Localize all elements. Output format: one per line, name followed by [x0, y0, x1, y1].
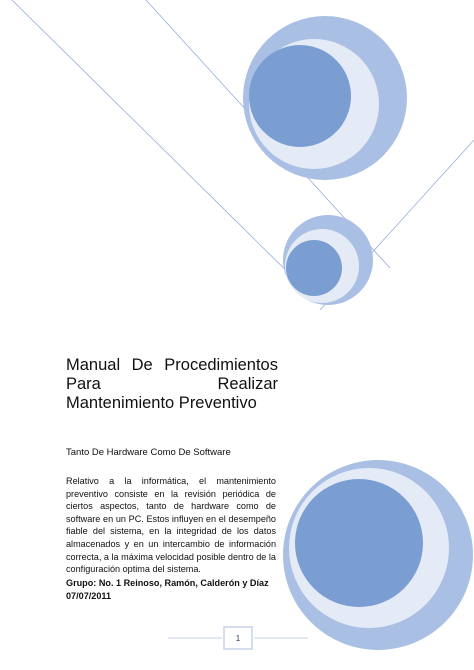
document-subtitle: Tanto De Hardware Como De Software	[66, 447, 231, 458]
document-abstract: Relativo a la informática, el mantenimiento preventivo consiste en la revisión periódica de ciertos aspectos, tanto de hardware como de software en un PC. Estos influyen en el desempeño fiable del sistema, en la integridad de los datos almacenados y en un intercambio de información correcta, a la máxima velocidad posible dentro de la configuración optima del sistema.	[66, 476, 276, 575]
bottom-circle-ornament	[283, 460, 473, 650]
small-circle-ornament	[283, 215, 373, 305]
page-number: 1	[235, 634, 241, 643]
group-members: Grupo: No. 1 Reinoso, Ramón, Calderón y Díaz	[66, 578, 269, 588]
group-info	[66, 577, 276, 602]
document-title: Manual De Procedimientos Para Realizar Mantenimiento Preventivo	[66, 356, 278, 412]
large-circle-ornament	[243, 16, 407, 180]
document-date: 07/07/2011	[66, 590, 112, 601]
